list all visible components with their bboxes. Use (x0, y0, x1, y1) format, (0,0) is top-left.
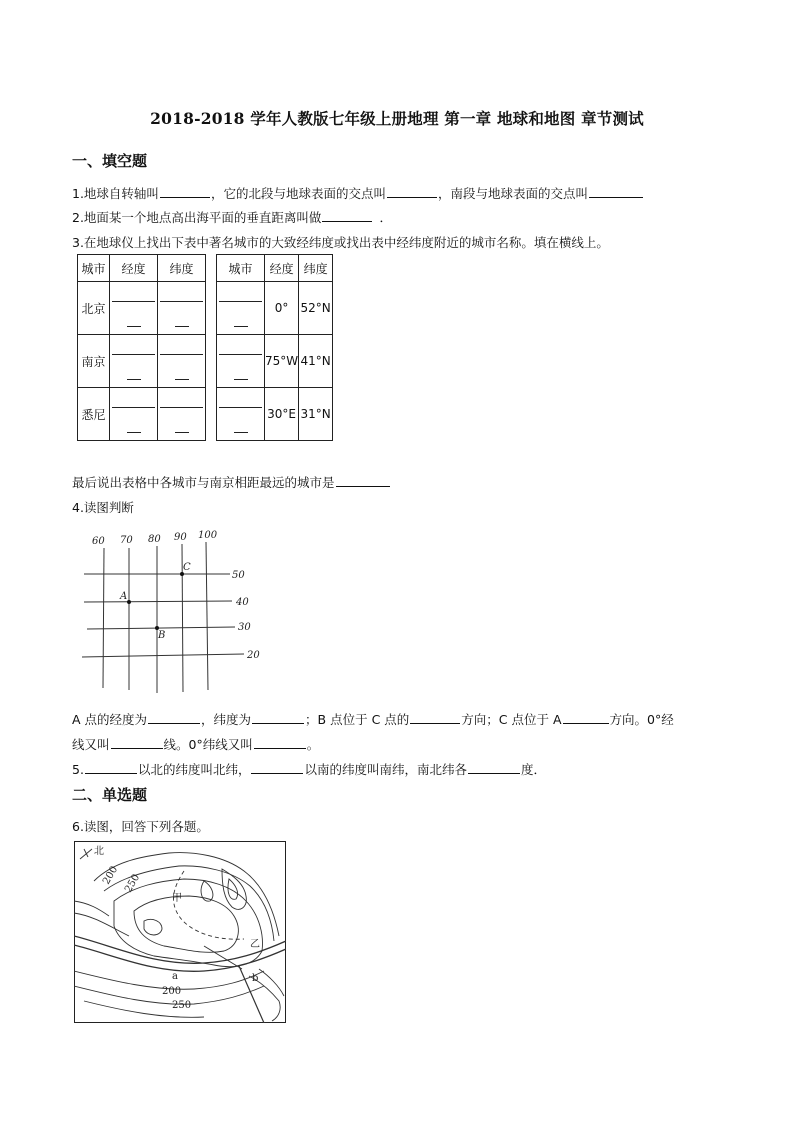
answer-blank[interactable] (158, 335, 206, 388)
point-label-c: C (183, 562, 191, 573)
page-title: 2018-2018 学年人教版七年级上册地理 第一章 地球和地图 章节测试 (150, 109, 644, 128)
table-header: 纬度 (299, 255, 333, 282)
answer-blank[interactable] (387, 185, 437, 198)
lon-label: 80 (148, 534, 161, 545)
question-6-intro: 6.读图，回答下列各题。 (72, 819, 209, 834)
contour-label: 200 (162, 986, 182, 997)
lon-label: 70 (120, 535, 133, 546)
q3-after-text: 最后说出表格中各城市与南京相距最远的城市是 (72, 475, 335, 490)
table-header: 经度 (265, 255, 299, 282)
question-5 (72, 760, 546, 778)
q4-text: A 点的经度为 (72, 712, 148, 727)
question-1 (72, 184, 644, 202)
q5-text: 以南的纬度叫南纬，南北纬各 (304, 762, 467, 777)
q4-text: 。 (306, 737, 320, 752)
q4-text: ；B 点位于 C 点的 (305, 712, 410, 727)
contour-label: 250 (123, 872, 143, 895)
answer-blank[interactable] (110, 388, 158, 441)
answer-blank[interactable] (158, 282, 206, 335)
section-heading-single-choice: 二、单选题 (72, 786, 148, 804)
lon-label: 60 (92, 536, 105, 547)
answer-blank[interactable] (110, 335, 158, 388)
city-coordinate-table (77, 254, 333, 441)
question-3-intro: 3.在地球仪上找出下表中著名城市的大致经纬度或找出表中经纬度附近的城市名称。填在横线上。 (72, 235, 609, 250)
contour-label: 200 (101, 864, 121, 887)
city-name: 南京 (78, 335, 110, 388)
answer-blank[interactable] (148, 711, 200, 724)
q4-text: 线。0°纬线又叫 (163, 737, 253, 752)
map-label-jia: 甲 (172, 893, 182, 904)
answer-blank[interactable] (254, 736, 306, 749)
answer-blank[interactable] (111, 736, 163, 749)
point-a-dot (127, 600, 131, 604)
question-4-line-2 (72, 735, 319, 753)
q2-text-2: ． (379, 210, 392, 225)
latitude-value: 31°N (299, 388, 333, 441)
answer-blank[interactable] (589, 185, 643, 198)
table-header: 城市 (78, 255, 110, 282)
answer-blank[interactable] (217, 282, 265, 335)
point-label-b: B (158, 630, 166, 641)
q4-text: 方向。0°经 (609, 712, 674, 727)
lon-label: 100 (198, 530, 218, 541)
answer-blank[interactable] (217, 335, 265, 388)
answer-blank[interactable] (251, 761, 303, 774)
lat-label: 40 (236, 597, 249, 608)
longitude-value: 0° (265, 282, 299, 335)
answer-blank[interactable] (160, 185, 210, 198)
city-name: 悉尼 (78, 388, 110, 441)
contour-label: 250 (172, 1000, 192, 1011)
q1-text-3: ，南段与地球表面的交点叫 (437, 186, 588, 201)
lat-lon-grid-figure (72, 528, 272, 698)
latitude-value: 41°N (299, 335, 333, 388)
answer-blank[interactable] (110, 282, 158, 335)
q1-text-1: 1.地球自转轴叫 (72, 186, 159, 201)
answer-blank[interactable] (336, 474, 390, 487)
longitude-value: 75°W (265, 335, 299, 388)
question-4-intro: 4.读图判断 (72, 500, 134, 515)
q1-text-2: ，它的北段与地球表面的交点叫 (210, 186, 386, 201)
meridian-line (206, 542, 208, 690)
q5-text: 度． (520, 762, 546, 777)
question-3-followup (72, 473, 391, 491)
map-label-yi: 乙 (250, 939, 260, 950)
answer-blank[interactable] (410, 711, 460, 724)
map-label-north: 北 (94, 846, 104, 857)
lon-label: 90 (174, 532, 187, 543)
lat-label: 30 (238, 622, 251, 633)
table-header: 纬度 (158, 255, 206, 282)
answer-blank[interactable] (322, 209, 372, 222)
map-label-b: b (252, 973, 259, 984)
table-header: 城市 (217, 255, 265, 282)
answer-blank[interactable] (217, 388, 265, 441)
city-name: 北京 (78, 282, 110, 335)
latitude-value: 52°N (299, 282, 333, 335)
answer-blank[interactable] (468, 761, 520, 774)
longitude-value: 30°E (265, 388, 299, 441)
lat-label: 20 (247, 650, 260, 661)
q2-text-1: 2.地面某一个地点高出海平面的垂直距离叫做 (72, 210, 322, 225)
contour-map-figure (74, 841, 286, 1023)
answer-blank[interactable] (85, 761, 137, 774)
q4-text: ，纬度为 (201, 712, 252, 727)
lat-label: 50 (232, 570, 245, 581)
answer-blank[interactable] (158, 388, 206, 441)
table-header: 经度 (110, 255, 158, 282)
answer-blank[interactable] (563, 711, 609, 724)
q5-text: 5. (72, 762, 84, 777)
answer-blank[interactable] (252, 711, 304, 724)
q4-text: 线又叫 (72, 737, 110, 752)
q4-text: 方向；C 点位于 A (461, 712, 562, 727)
question-2 (72, 208, 392, 226)
parallel-line (82, 654, 244, 657)
map-label-a: a (172, 971, 178, 982)
meridian-line (103, 548, 104, 688)
q5-text: 以北的纬度叫北纬， (137, 762, 251, 777)
question-4-line-1 (72, 710, 674, 728)
parallel-line (84, 601, 232, 602)
parallel-line (87, 627, 235, 629)
section-heading-fill-blank: 一、填空题 (72, 152, 148, 170)
point-label-a: A (120, 591, 128, 602)
